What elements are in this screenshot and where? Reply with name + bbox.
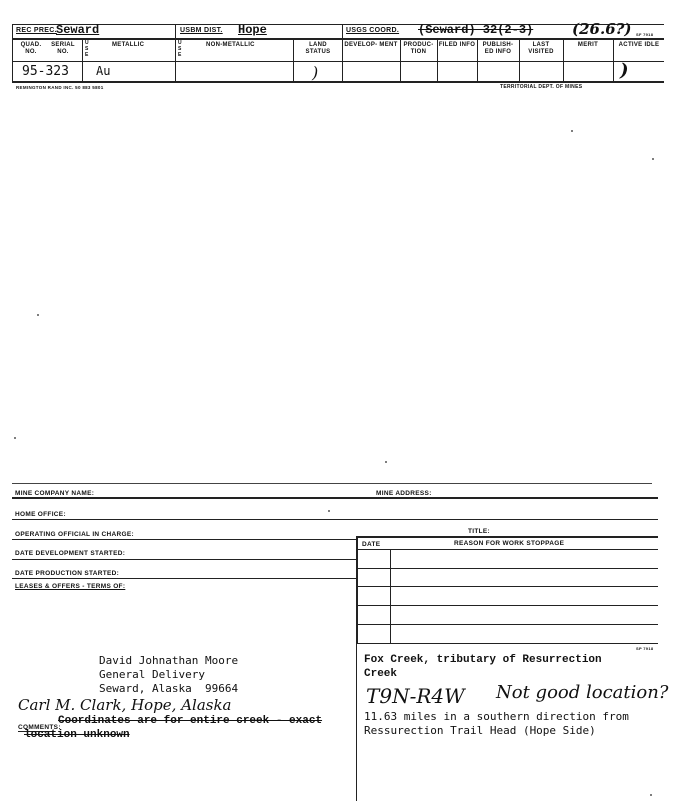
rec-prec-label: REC PREC. xyxy=(16,27,57,34)
col-production: PRODUC- TION xyxy=(403,42,434,55)
col-metallic: METALLIC xyxy=(112,42,145,48)
col-last-visited: LAST VISITED xyxy=(528,42,554,55)
quad-serial-value: 95-323 xyxy=(22,64,69,79)
form-number-bottom: SP 7918 xyxy=(636,646,654,651)
col-use-metallic: U S E xyxy=(85,40,89,58)
usgs-coord-struck: (Seward) 32(2-3) xyxy=(418,23,534,37)
col-serial-no: SERIAL NO. xyxy=(51,42,75,55)
land-status-mark: ) xyxy=(312,63,319,82)
active-mark: ) xyxy=(620,60,629,81)
location-line-2: Creek xyxy=(364,668,398,680)
handwritten-note: Not good location? xyxy=(496,682,669,703)
reason-column-header: REASON FOR WORK STOPPAGE xyxy=(454,540,565,547)
address-line-2: General Delivery xyxy=(99,668,205,681)
usbm-dist-label: USBM DIST. xyxy=(180,27,223,34)
col-filed-info: FILED INFO xyxy=(438,42,476,48)
address-line-1: David Johnathan Moore xyxy=(99,654,239,667)
comments-struck-line-1: Coordinates are for entire creek - exact xyxy=(58,715,323,727)
col-published-info: PUBLISH- ED INFO xyxy=(482,42,514,55)
location-line-1: Fox Creek, tributary of Resurrection xyxy=(364,654,602,666)
col-non-metallic: NON-METALLIC xyxy=(206,42,255,48)
rec-prec-value: Seward xyxy=(56,23,100,37)
handwritten-signature: Carl M. Clark, Hope, Alaska xyxy=(18,696,232,714)
handwritten-township: T9N-R4W xyxy=(366,684,465,708)
col-merit: MERIT xyxy=(577,42,599,48)
leases-offers-label: LEASES & OFFERS - TERMS OF: xyxy=(15,583,126,590)
mine-company-name-label: MINE COMPANY NAME: xyxy=(15,490,95,497)
form-number-top: SF 7918 xyxy=(636,32,654,37)
date-column-header: DATE xyxy=(362,541,381,548)
printer-imprint: REMINGTON RAND INC. 50 883 5801 xyxy=(16,85,104,90)
home-office-label: HOME OFFICE: xyxy=(15,511,66,518)
usbm-dist-value: Hope xyxy=(238,23,267,37)
territorial-dept-imprint: TERRITORIAL DEPT. OF MINES xyxy=(500,84,583,90)
distance-line-1: 11.63 miles in a southern direction from xyxy=(364,710,629,723)
date-development-label: DATE DEVELOPMENT STARTED: xyxy=(15,550,126,557)
comments-label: COMMENTS: xyxy=(18,724,61,731)
usgs-coord-handwritten: (26.6?) xyxy=(572,20,632,38)
title-label: TITLE: xyxy=(468,528,491,535)
address-line-3: Seward, Alaska 99664 xyxy=(99,682,239,695)
date-production-label: DATE PRODUCTION STARTED: xyxy=(15,570,120,577)
comments-struck-line-2: location unknown xyxy=(24,729,130,741)
col-active-idle: ACTIVE IDLE xyxy=(618,42,660,48)
metallic-value: Au xyxy=(96,64,111,78)
col-quad-no: QUAD. NO. xyxy=(20,42,42,55)
operating-official-label: OPERATING OFFICIAL IN CHARGE: xyxy=(15,531,134,538)
mine-address-label: MINE ADDRESS: xyxy=(376,490,432,497)
col-development: DEVELOP- MENT xyxy=(344,42,398,48)
col-use-non-metallic: U S E xyxy=(178,40,182,58)
usgs-coord-label: USGS COORD. xyxy=(346,27,400,34)
distance-line-2: Ressurection Trail Head (Hope Side) xyxy=(364,724,596,737)
col-land-status: LAND STATUS xyxy=(305,42,331,55)
